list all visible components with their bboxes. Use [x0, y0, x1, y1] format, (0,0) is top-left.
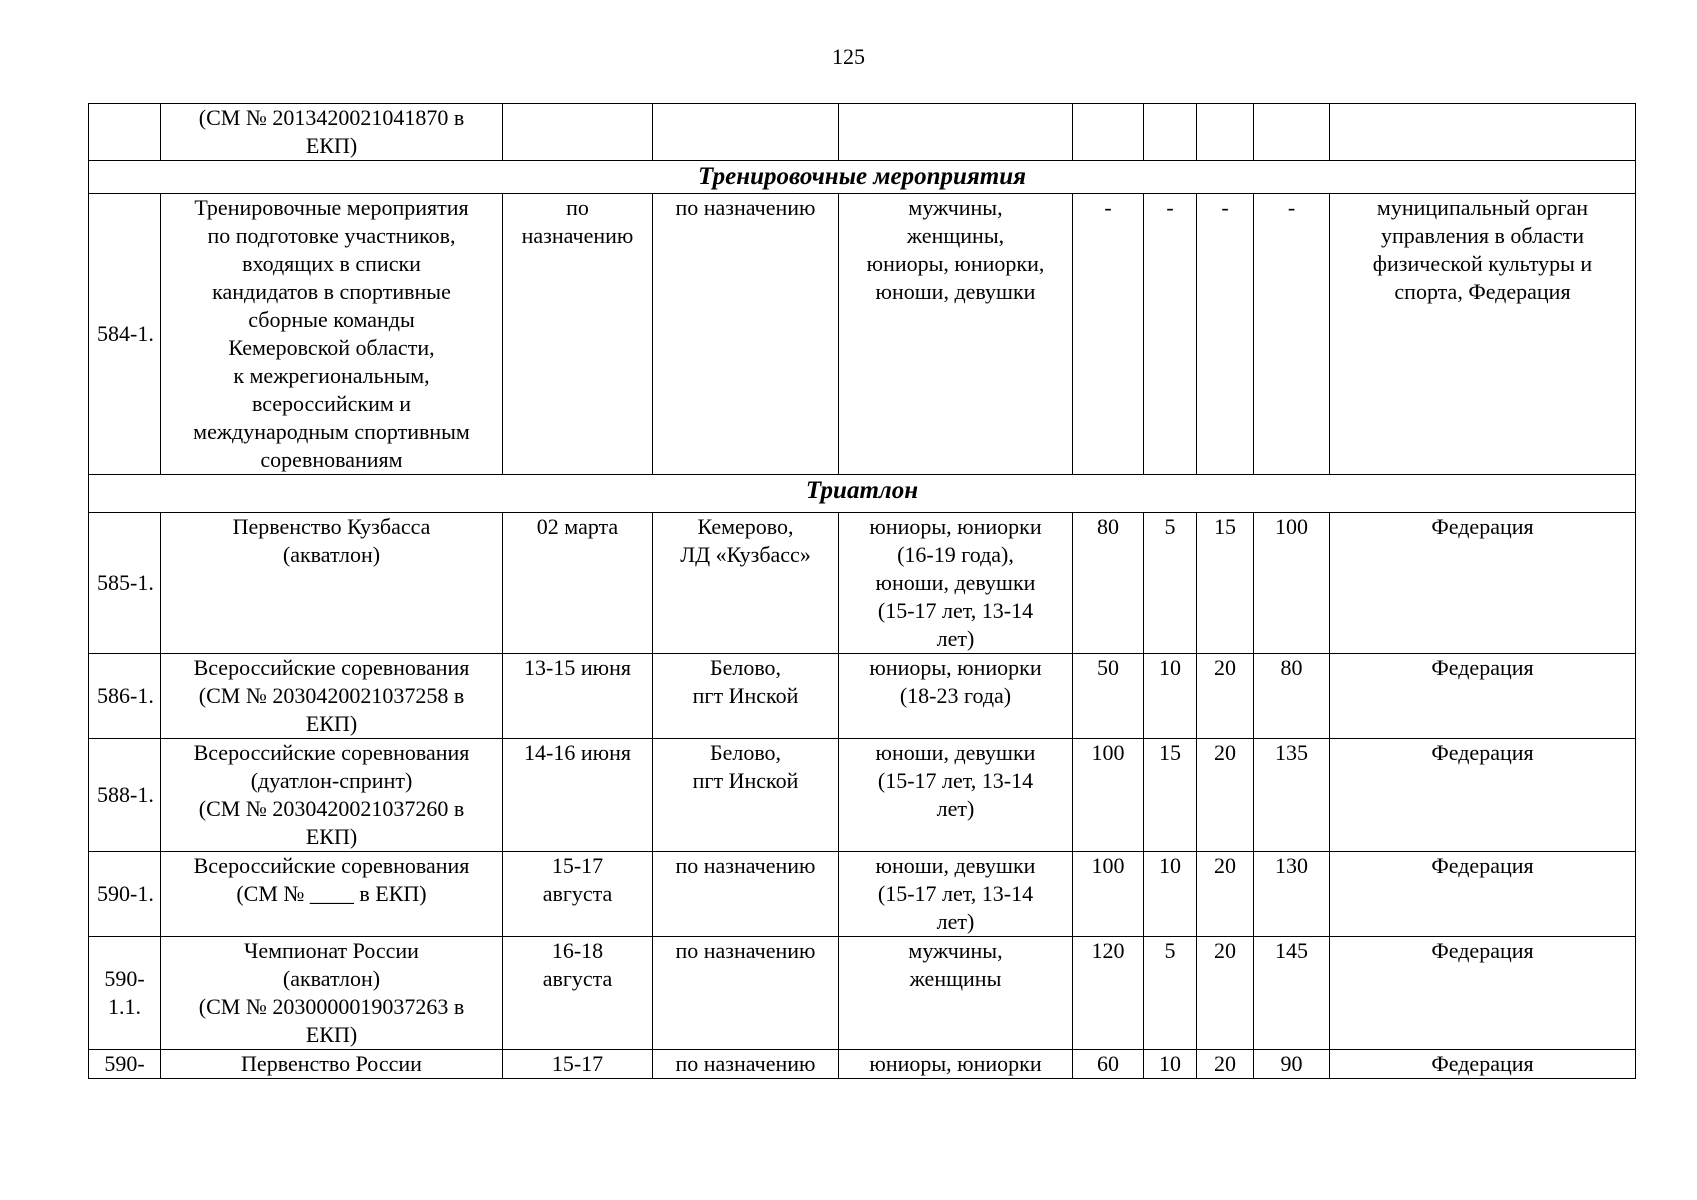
count-2: 10	[1144, 852, 1197, 937]
event-place: по назначению	[653, 194, 839, 475]
section-title-triathlon: Триатлон	[89, 475, 1636, 513]
event-date: 14-16 июня	[503, 739, 653, 852]
count-2: 5	[1144, 513, 1197, 654]
count-1: 120	[1073, 937, 1144, 1050]
count-3: 20	[1197, 654, 1254, 739]
count-1: 100	[1073, 739, 1144, 852]
event-place: по назначению	[653, 937, 839, 1050]
section-title-training: Тренировочные мероприятия	[89, 161, 1636, 194]
event-name: Всероссийские соревнования (дуатлон-спринт) (СМ № 2030420021037260 в ЕКП)	[161, 739, 503, 852]
event-participants: юноши, девушки (15-17 лет, 13-14 лет)	[839, 852, 1073, 937]
responsible: Федерация	[1330, 513, 1636, 654]
count-total: 100	[1254, 513, 1330, 654]
event-date: 15-17	[503, 1050, 653, 1079]
event-place	[653, 104, 839, 161]
event-date: 02 марта	[503, 513, 653, 654]
responsible: Федерация	[1330, 654, 1636, 739]
count-2: 10	[1144, 654, 1197, 739]
count-3: -	[1197, 194, 1254, 475]
count-total	[1254, 104, 1330, 161]
row-number: 586-1.	[89, 654, 161, 739]
count-total: 80	[1254, 654, 1330, 739]
event-place: по назначению	[653, 1050, 839, 1079]
count-total: 90	[1254, 1050, 1330, 1079]
event-date	[503, 104, 653, 161]
count-2: -	[1144, 194, 1197, 475]
event-place: по назначению	[653, 852, 839, 937]
page-number: 125	[832, 44, 865, 69]
row-number	[89, 104, 161, 161]
event-date: по назначению	[503, 194, 653, 475]
row-number: 590- 1.1.	[89, 937, 161, 1050]
responsible: Федерация	[1330, 739, 1636, 852]
event-date: 16-18 августа	[503, 937, 653, 1050]
table-row	[89, 104, 1636, 161]
count-3: 15	[1197, 513, 1254, 654]
responsible: Федерация	[1330, 852, 1636, 937]
count-total: 135	[1254, 739, 1330, 852]
event-participants: юниоры, юниорки (16-19 года), юноши, девушки (15-17 лет, 13-14 лет)	[839, 513, 1073, 654]
event-name: (СМ № 2013420021041870 в ЕКП)	[161, 104, 503, 161]
event-participants	[839, 104, 1073, 161]
event-place: Белово, пгт Инской	[653, 654, 839, 739]
event-date: 13-15 июня	[503, 654, 653, 739]
section-row	[89, 475, 1636, 513]
count-1: 100	[1073, 852, 1144, 937]
count-3: 20	[1197, 1050, 1254, 1079]
event-participants: юниоры, юниорки (18-23 года)	[839, 654, 1073, 739]
count-2: 15	[1144, 739, 1197, 852]
count-2: 10	[1144, 1050, 1197, 1079]
table-row	[89, 739, 1636, 852]
event-name: Первенство Кузбасса (акватлон)	[161, 513, 503, 654]
event-name: Тренировочные мероприятия по подготовке участников, входящих в списки кандидатов в спортивные сборные команды Кемеровской области, к межрегиональным, всероссийским и международным спортивным соревнованиям	[161, 194, 503, 475]
responsible: Федерация	[1330, 937, 1636, 1050]
table-row	[89, 513, 1636, 654]
count-1: -	[1073, 194, 1144, 475]
count-2: 5	[1144, 937, 1197, 1050]
count-total: -	[1254, 194, 1330, 475]
count-3: 20	[1197, 739, 1254, 852]
row-number: 590-1.	[89, 852, 161, 937]
responsible: Федерация	[1330, 1050, 1636, 1079]
count-1: 50	[1073, 654, 1144, 739]
table-row	[89, 937, 1636, 1050]
event-participants: мужчины, женщины, юниоры, юниорки, юноши, девушки	[839, 194, 1073, 475]
count-2	[1144, 104, 1197, 161]
count-3: 20	[1197, 937, 1254, 1050]
row-number: 584-1.	[89, 194, 161, 475]
event-place: Кемерово, ЛД «Кузбасс»	[653, 513, 839, 654]
count-total: 145	[1254, 937, 1330, 1050]
responsible	[1330, 104, 1636, 161]
event-name: Первенство России	[161, 1050, 503, 1079]
event-name: Чемпионат России (акватлон) (СМ № 2030000019037263 в ЕКП)	[161, 937, 503, 1050]
table-row	[89, 194, 1636, 475]
table-row	[89, 852, 1636, 937]
events-table	[88, 103, 1636, 1079]
event-name: Всероссийские соревнования (СМ № ____ в ЕКП)	[161, 852, 503, 937]
count-1: 60	[1073, 1050, 1144, 1079]
event-name: Всероссийские соревнования (СМ № 2030420021037258 в ЕКП)	[161, 654, 503, 739]
event-date: 15-17 августа	[503, 852, 653, 937]
event-participants: мужчины, женщины	[839, 937, 1073, 1050]
row-number: 588-1.	[89, 739, 161, 852]
count-total: 130	[1254, 852, 1330, 937]
count-3	[1197, 104, 1254, 161]
row-number: 590-	[89, 1050, 161, 1079]
table-row	[89, 654, 1636, 739]
event-participants: юниоры, юниорки	[839, 1050, 1073, 1079]
responsible: муниципальный орган управления в области физической культуры и спорта, Федерация	[1330, 194, 1636, 475]
section-row	[89, 161, 1636, 194]
event-place: Белово, пгт Инской	[653, 739, 839, 852]
count-1	[1073, 104, 1144, 161]
row-number: 585-1.	[89, 513, 161, 654]
count-3: 20	[1197, 852, 1254, 937]
event-participants: юноши, девушки (15-17 лет, 13-14 лет)	[839, 739, 1073, 852]
table-row	[89, 1050, 1636, 1079]
count-1: 80	[1073, 513, 1144, 654]
